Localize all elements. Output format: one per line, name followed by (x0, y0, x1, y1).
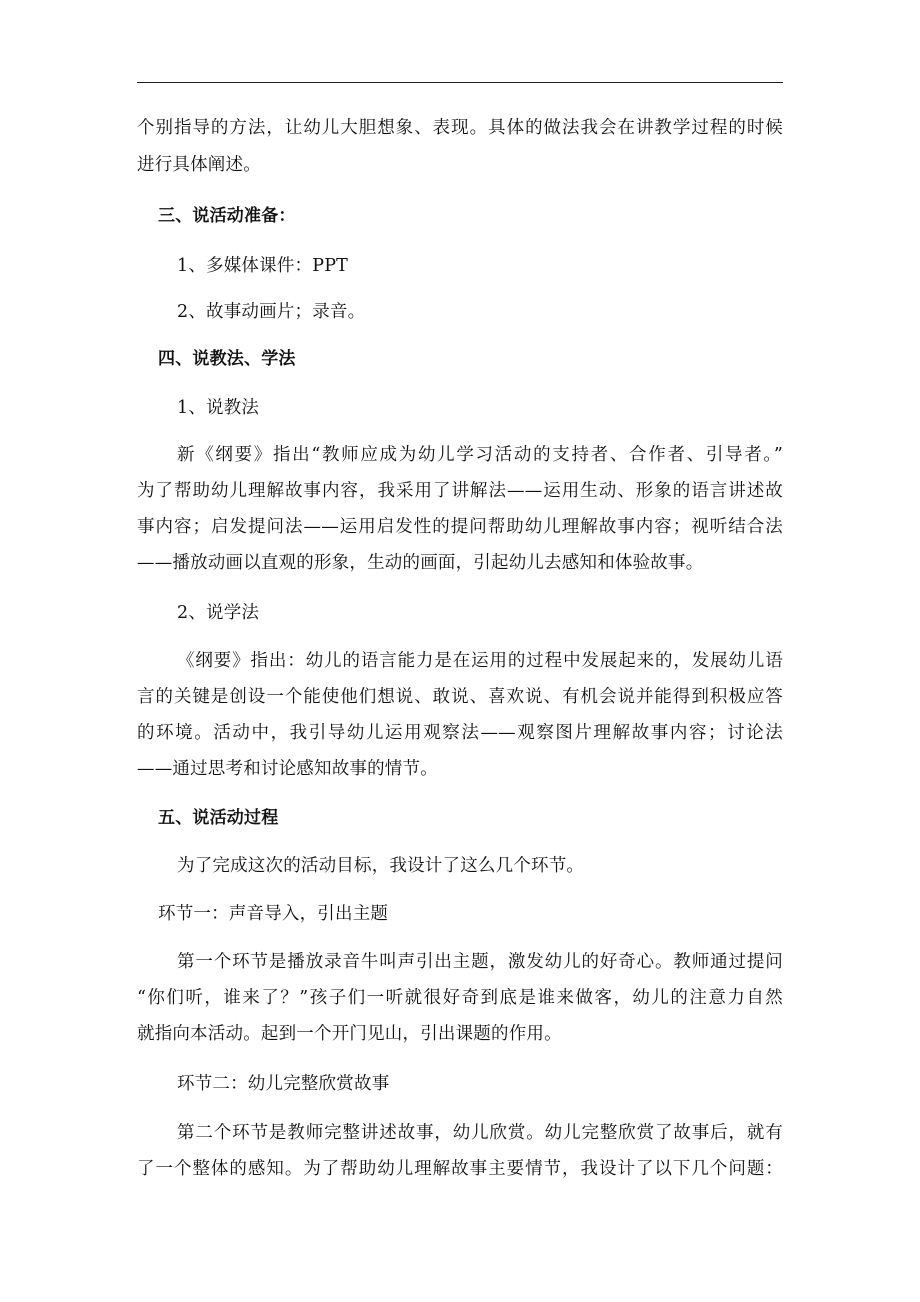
subheading: 环节一：声音导入，引出主题 (158, 904, 389, 924)
paragraph-line: 第一个环节是播放录音牛叫声引出主题，激发幼儿的好奇心。教师通过提问 (177, 952, 783, 972)
paragraph-line: 第二个环节是教师完整讲述故事，幼儿欣赏。幼儿完整欣赏了故事后，就有 (177, 1123, 783, 1143)
paragraph-line: 了一个整体的感知。为了帮助幼儿理解故事主要情节，我设计了以下几个问题： (137, 1159, 783, 1179)
paragraph-line: 事内容；启发提问法——运用启发性的提问帮助幼儿理解故事内容；视听结合法 (137, 517, 783, 537)
header-rule (137, 82, 783, 83)
paragraph-line: “你们听，谁来了？”孩子们一听就很好奇到底是谁来做客，幼儿的注意力自然 (137, 988, 783, 1008)
paragraph-line: ——播放动画以直观的形象，生动的画面，引起幼儿去感知和体验故事。 (137, 553, 704, 573)
subheading: 环节二：幼儿完整欣赏故事 (177, 1074, 390, 1094)
paragraph-line: 为了完成这次的活动目标，我设计了这么几个环节。 (177, 856, 585, 876)
paragraph-line: 言的关键是创设一个能使他们想说、敢说、喜欢说、有机会说并能得到积极应答 (137, 687, 783, 707)
subheading: 2、说学法 (177, 603, 260, 623)
paragraph-line: 的环境。活动中，我引导幼儿运用观察法——观察图片理解故事内容；讨论法 (137, 723, 783, 743)
paragraph-line: 个别指导的方法，让幼儿大胆想象、表现。具体的做法我会在讲教学过程的时候 (137, 118, 783, 138)
paragraph-line: 进行具体阐述。 (137, 155, 261, 175)
section-heading: 五、说活动过程 (158, 808, 279, 828)
section-heading: 三、说活动准备： (158, 206, 296, 226)
section-heading: 四、说教法、学法 (158, 349, 296, 369)
paragraph-line: 为了帮助幼儿理解故事内容，我采用了讲解法——运用生动、形象的语言讲述故 (137, 481, 783, 501)
paragraph-line: 《纲要》指出：幼儿的语言能力是在运用的过程中发展起来的，发展幼儿语 (177, 651, 783, 671)
paragraph-line: ——通过思考和讨论感知故事的情节。 (137, 759, 438, 779)
subheading: 1、说教法 (177, 398, 260, 418)
paragraph-line: 新《纲要》指出“教师应成为幼儿学习活动的支持者、合作者、引导者。” (177, 445, 783, 465)
paragraph-line: 就指向本活动。起到一个开门见山，引出课题的作用。 (137, 1024, 562, 1044)
list-item: 2、故事动画片；录音。 (177, 302, 366, 322)
list-item: 1、多媒体课件：PPT (177, 256, 349, 276)
